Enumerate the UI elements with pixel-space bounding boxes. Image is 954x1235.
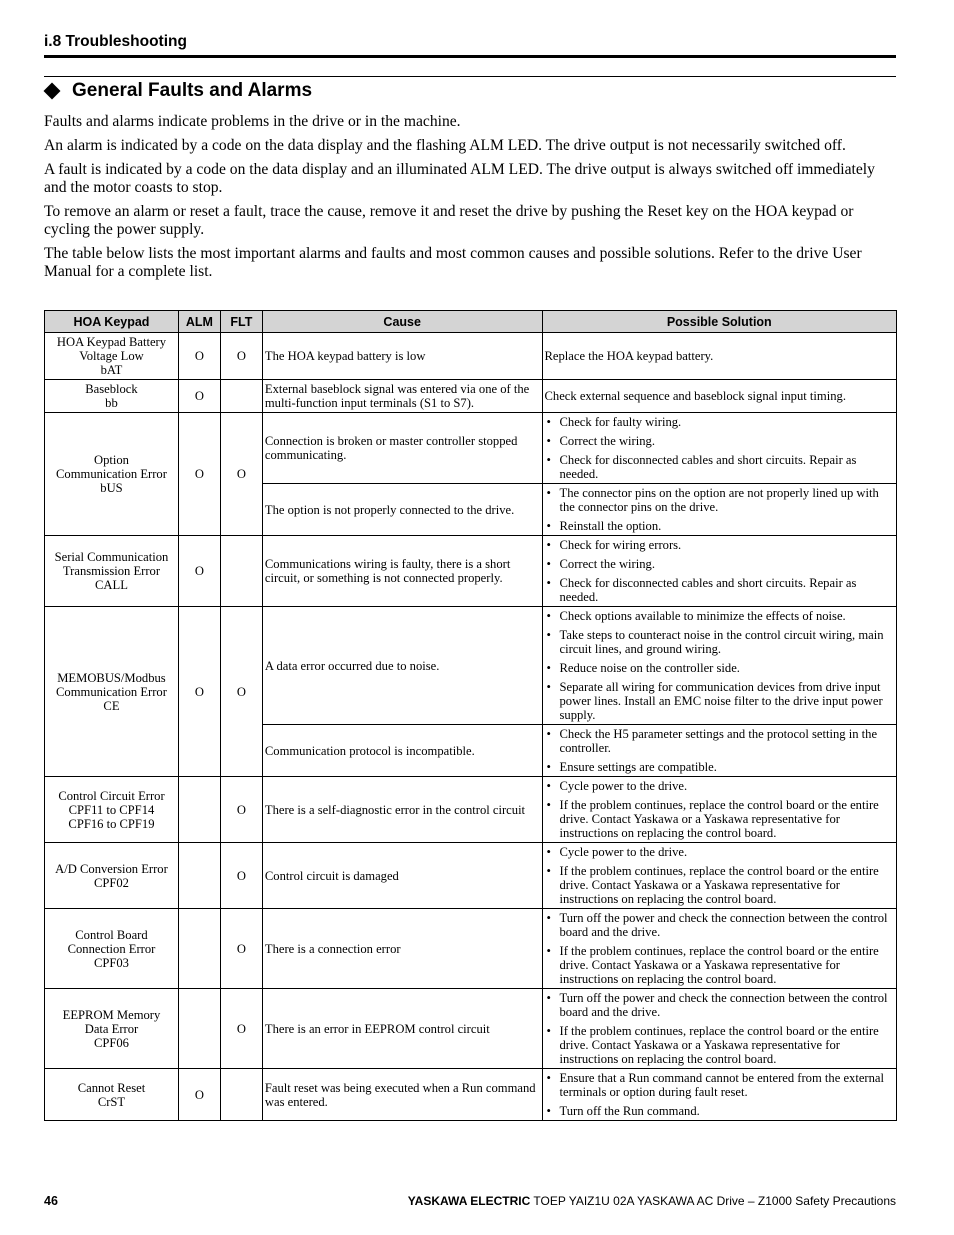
alm-cell: O <box>178 607 220 777</box>
solution-item: • Correct the wiring. <box>545 557 895 571</box>
col-header-keypad: HOA Keypad <box>45 311 179 333</box>
solution-item: • If the problem continues, replace the control board or the entire drive. Contact Yaskawa or a Yaskawa representative for instructions on replacing the control board. <box>545 1024 895 1066</box>
keypad-cell <box>45 607 179 777</box>
flt-cell: O <box>220 843 262 909</box>
table-row <box>45 1069 897 1121</box>
flt-cell: O <box>220 909 262 989</box>
col-header-alm: ALM <box>178 311 220 333</box>
solution-list <box>545 779 895 840</box>
solution-list <box>545 415 895 481</box>
solution-item: • Check for wiring errors. <box>545 538 895 552</box>
paragraph: To remove an alarm or reset a fault, trace the cause, remove it and reset the drive by pushing the Reset key on the HOA keypad or cycling the power supply. <box>44 203 854 238</box>
solution-list <box>545 1071 895 1118</box>
alm-cell <box>178 843 220 909</box>
solution-list <box>545 911 895 986</box>
keypad-line: Control Circuit Error <box>58 788 165 803</box>
header-rule <box>44 76 896 77</box>
solution-cell <box>542 843 897 909</box>
solution-cell <box>542 777 897 843</box>
cause-cell: Communications wiring is faulty, there is a short circuit, or something is not connected properly. <box>262 536 542 607</box>
diamond-bullet-icon <box>44 83 61 100</box>
flt-cell <box>220 536 262 607</box>
keypad-line: Cannot Reset <box>77 1080 146 1095</box>
keypad-cell <box>45 380 179 413</box>
solution-list <box>545 727 895 774</box>
cause-cell: The option is not properly connected to the drive. <box>262 484 542 536</box>
cause-cell: There is an error in EEPROM control circuit <box>262 989 542 1069</box>
keypad-line: CPF11 to CPF14 <box>68 802 155 817</box>
keypad-cell <box>45 333 179 380</box>
keypad-line: bb <box>105 396 118 410</box>
section-header: i.8 Troubleshooting <box>44 33 896 58</box>
solution-item: • Reduce noise on the controller side. <box>545 661 895 675</box>
solution-item: • Correct the wiring. <box>545 434 895 448</box>
flt-cell: O <box>220 989 262 1069</box>
solution-cell <box>542 536 897 607</box>
keypad-cell <box>45 989 179 1069</box>
intro-paragraphs <box>44 113 900 287</box>
solution-item: • Ensure that a Run command cannot be entered from the external terminals or option during fault reset. <box>545 1071 895 1099</box>
keypad-cell <box>45 777 179 843</box>
keypad-line: Serial Communication <box>54 550 169 564</box>
flt-cell: O <box>220 607 262 777</box>
page-number: 46 <box>44 1194 58 1208</box>
col-header-flt: FLT <box>220 311 262 333</box>
solution-item: • Check for disconnected cables and short circuits. Repair as needed. <box>545 576 895 604</box>
solution-item: • Cycle power to the drive. <box>545 779 895 793</box>
keypad-line: CPF03 <box>93 955 129 970</box>
paragraph: A fault is indicated by a code on the data display and an illuminated ALM LED. The drive output is always switched off immediately and the motor coasts to stop. <box>44 161 875 196</box>
table-body <box>45 333 897 1121</box>
keypad-line: Option <box>93 453 129 467</box>
alm-cell: O <box>178 380 220 413</box>
keypad-line: CALL <box>95 578 128 592</box>
solution-cell <box>542 1069 897 1121</box>
keypad-line: Transmission Error <box>62 564 161 578</box>
alm-cell: O <box>178 1069 220 1121</box>
keypad-line: HOA Keypad Battery <box>56 335 167 349</box>
solution-item: • Separate all wiring for communication devices from drive input power lines. Install an EMC noise filter to the drive input power supply. <box>545 680 895 722</box>
flt-cell: O <box>220 333 262 380</box>
alm-cell: O <box>178 413 220 536</box>
keypad-line: MEMOBUS/Modbus <box>57 670 166 685</box>
keypad-line: CPF16 to CPF19 <box>68 816 155 831</box>
cause-cell: Communication protocol is incompatible. <box>262 725 542 777</box>
cause-cell: Control circuit is damaged <box>262 843 542 909</box>
table-row <box>45 607 897 725</box>
solution-item: • If the problem continues, replace the control board or the entire drive. Contact Yaskawa or a Yaskawa representative for instructions on replacing the control board. <box>545 864 895 906</box>
solution-item: • Check for faulty wiring. <box>545 415 895 429</box>
solution-cell <box>542 413 897 484</box>
solution-list <box>545 845 895 906</box>
cause-cell: External baseblock signal was entered via one of the multi-function input terminals (S1 to S7). <box>262 380 542 413</box>
paragraph: The table below lists the most important alarms and faults and most common causes and possible solutions. Refer to the drive User Manual for a complete list. <box>44 245 862 280</box>
keypad-cell <box>45 536 179 607</box>
keypad-line: CrST <box>97 1094 126 1109</box>
solution-list <box>545 486 895 533</box>
cause-cell: A data error occurred due to noise. <box>262 607 542 725</box>
table-row <box>45 777 897 843</box>
table-row <box>45 333 897 380</box>
solution-cell <box>542 607 897 725</box>
alm-cell: O <box>178 536 220 607</box>
keypad-cell <box>45 1069 179 1121</box>
keypad-line: A/D Conversion Error <box>55 861 168 876</box>
footer-doc-title: TOEP YAIZ1U 02A YASKAWA AC Drive – Z1000 Safety Precautions <box>533 1194 896 1208</box>
solution-item: • The connector pins on the option are not properly lined up with the connector pins on the drive. <box>545 486 895 514</box>
table-row <box>45 380 897 413</box>
solution-item: • Check for disconnected cables and short circuits. Repair as needed. <box>545 453 895 481</box>
solution-item: • Take steps to counteract noise in the control circuit wiring, main circuit lines, and ground wiring. <box>545 628 895 656</box>
solution-item: • Turn off the power and check the connection between the control board and the drive. <box>545 991 895 1019</box>
solution-cell <box>542 484 897 536</box>
keypad-line: Voltage Low <box>79 349 144 363</box>
cause-cell: There is a self-diagnostic error in the control circuit <box>262 777 542 843</box>
solution-cell <box>542 909 897 989</box>
cause-cell: The HOA keypad battery is low <box>262 333 542 380</box>
footer-brand: YASKAWA ELECTRIC <box>407 1194 531 1208</box>
solution-list <box>545 538 895 604</box>
col-header-cause: Cause <box>262 311 542 333</box>
solution-item: • If the problem continues, replace the control board or the entire drive. Contact Yaskawa or a Yaskawa representative for instructions on replacing the control board. <box>545 798 895 840</box>
paragraph: An alarm is indicated by a code on the data display and the flashing ALM LED. The drive output is not necessarily switched off. <box>44 137 846 154</box>
faults-table <box>44 310 897 1121</box>
solution-list <box>545 991 895 1066</box>
keypad-line: EEPROM Memory <box>62 1007 161 1022</box>
solution-cell <box>542 989 897 1069</box>
alm-cell <box>178 989 220 1069</box>
table-row <box>45 413 897 484</box>
solution-cell: Replace the HOA keypad battery. <box>542 333 897 380</box>
keypad-cell <box>45 413 179 536</box>
keypad-line: Communication Error <box>56 467 167 481</box>
solution-item: • Turn off the Run command. <box>545 1104 895 1118</box>
keypad-line: bAT <box>100 363 123 377</box>
col-header-solution: Possible Solution <box>542 311 897 333</box>
table-header-row <box>45 311 897 333</box>
keypad-line: CPF06 <box>93 1035 129 1050</box>
table-row <box>45 989 897 1069</box>
flt-cell <box>220 1069 262 1121</box>
keypad-line: CE <box>103 698 120 713</box>
footer-doc <box>408 1194 896 1208</box>
keypad-line: Control Board <box>75 927 148 942</box>
keypad-cell <box>45 909 179 989</box>
cause-cell: There is a connection error <box>262 909 542 989</box>
alm-cell <box>178 777 220 843</box>
table-row <box>45 536 897 607</box>
solution-item: • Cycle power to the drive. <box>545 845 895 859</box>
flt-cell <box>220 380 262 413</box>
alm-cell <box>178 909 220 989</box>
keypad-line: Communication Error <box>56 684 167 699</box>
solution-item: • If the problem continues, replace the control board or the entire drive. Contact Yaskawa or a Yaskawa representative for instructions on replacing the control board. <box>545 944 895 986</box>
solution-cell <box>542 725 897 777</box>
heading-text: General Faults and Alarms <box>72 80 313 101</box>
keypad-line: bUS <box>100 481 123 495</box>
flt-cell: O <box>220 777 262 843</box>
keypad-line: Data Error <box>84 1021 139 1036</box>
alm-cell: O <box>178 333 220 380</box>
table-row <box>45 909 897 989</box>
keypad-line: CPF02 <box>93 875 129 890</box>
solution-item: • Turn off the power and check the connection between the control board and the drive. <box>545 911 895 939</box>
cause-cell: Connection is broken or master controller stopped communicating. <box>262 413 542 484</box>
paragraph: Faults and alarms indicate problems in the drive or in the machine. <box>44 113 461 130</box>
solution-cell: Check external sequence and baseblock signal input timing. <box>542 380 897 413</box>
cause-cell: Fault reset was being executed when a Run command was entered. <box>262 1069 542 1121</box>
solution-item: • Reinstall the option. <box>545 519 895 533</box>
solution-list <box>545 609 895 722</box>
solution-item: • Ensure settings are compatible. <box>545 760 895 774</box>
keypad-cell <box>45 843 179 909</box>
solution-item: • Check the H5 parameter settings and the protocol setting in the controller. <box>545 727 895 755</box>
flt-cell: O <box>220 413 262 536</box>
keypad-line: Connection Error <box>67 941 156 956</box>
section-heading <box>42 80 312 102</box>
solution-item: • Check options available to minimize the effects of noise. <box>545 609 895 623</box>
keypad-line: Baseblock <box>85 382 138 396</box>
table-row <box>45 843 897 909</box>
